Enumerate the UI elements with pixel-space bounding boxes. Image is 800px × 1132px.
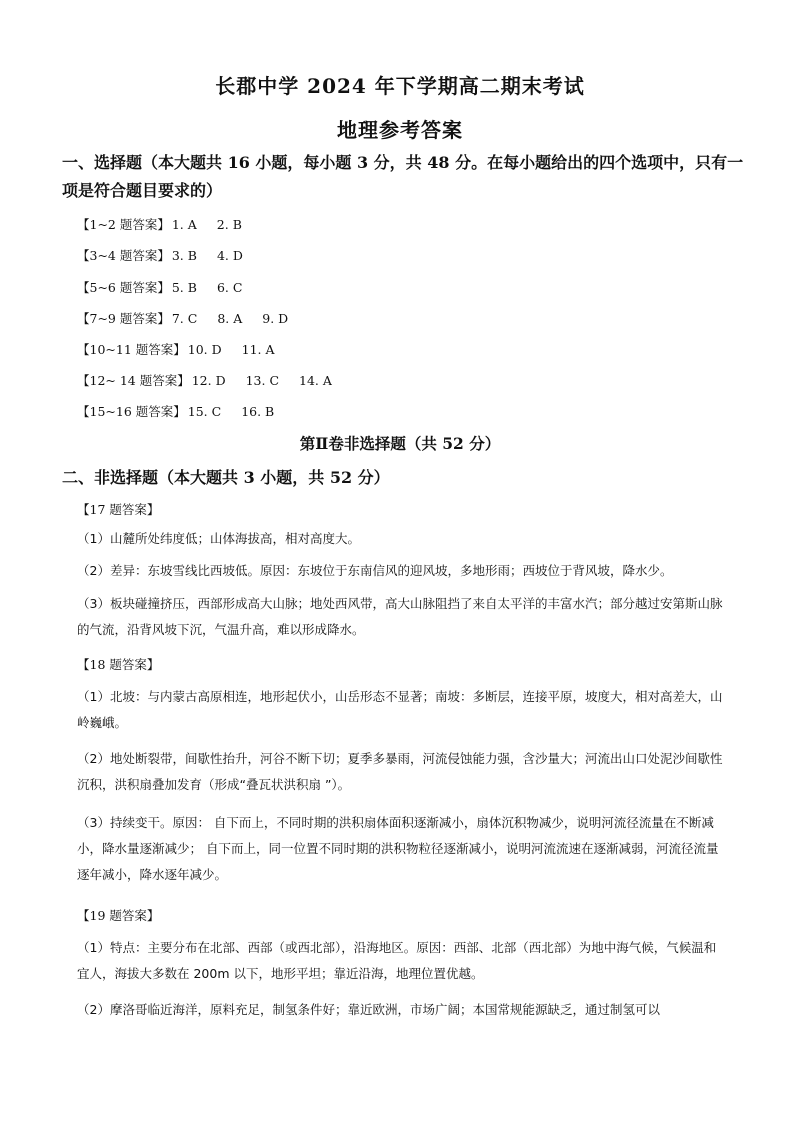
answer-row (77, 216, 242, 234)
answer-row (77, 247, 243, 265)
answer-tag: 【7~9 题答案】 (77, 311, 170, 326)
part-2-title: 第Ⅱ卷非选择题（共 52 分） (299, 434, 501, 453)
q17-answer-3: （3）板块碰撞挤压，西部形成高大山脉；地处西风带，高大山脉阻挡了来自太平洋的丰富水汽；部分越过安第斯山脉的气流，沿背风坡下沉，气温升高，难以形成降水。 (77, 596, 723, 637)
answer-item: 5. B (171, 280, 197, 295)
answer-item: 10. D (187, 342, 222, 357)
answer-item: 3. B (171, 248, 197, 263)
answer-item: 14. A (299, 373, 332, 388)
answer-tag: 【1~2 题答案】 (77, 217, 170, 232)
answer-tag: 【12~ 14 题答案】 (77, 373, 190, 388)
q18-answer-2: （2）地处断裂带，间歇性抬升，河谷不断下切；夏季多暴雨，河流侵蚀能力强，含沙量大；河流出山口处泥沙间歇性沉积，洪积扇叠加发育（形成“叠瓦状洪积扇 ”）。 (77, 751, 723, 792)
q19-answer-2: （2）摩洛哥临近海洋，原料充足，制氢条件好；靠近欧洲，市场广阔；本国常规能源缺乏，通过制氢可以 (77, 1002, 660, 1017)
q18-header: 【18 题答案】 (77, 657, 160, 672)
answer-subtitle: 地理参考答案 (337, 118, 463, 142)
answer-tag: 【15~16 题答案】 (77, 404, 186, 419)
answer-item: 4. D (216, 248, 243, 263)
q18-answer-3: （3）持续变干。原因： 自下而上，不同时期的洪积扇体面积逐渐减小，扇体沉积物减少，说明河流径流量在不断减小，降水量逐渐减少； 自下而上，同一位置不同时期的洪积物粒径逐渐减小，说明河流流速在逐渐减弱，河流径流量逐年减小，降水逐年减少。 (77, 815, 719, 882)
answer-row (77, 279, 242, 297)
answer-row (77, 341, 275, 359)
answer-row (77, 403, 274, 421)
answer-tag: 【10~11 题答案】 (77, 342, 186, 357)
exam-title: 长郡中学 2024 年下学期高二期末考试 (215, 74, 585, 98)
answer-row (77, 372, 332, 390)
answer-tag: 【5~6 题答案】 (77, 280, 170, 295)
section-2-heading: 二、非选择题（本大题共 3 小题，共 52 分） (62, 468, 390, 487)
answer-item: 11. A (241, 342, 275, 357)
answer-item: 9. D (262, 311, 289, 326)
q19-header: 【19 题答案】 (77, 908, 160, 923)
answer-item: 7. C (171, 311, 198, 326)
section-1-heading: 一、选择题（本大题共 16 小题，每小题 3 分，共 48 分。在每小题给出的四个选项中，只有一项是符合题目要求的） (62, 153, 744, 200)
answer-item: 1. A (171, 217, 197, 232)
q17-answer-2: （2）差异：东坡雪线比西坡低。原因：东坡位于东南信风的迎风坡，多地形雨；西坡位于背风坡，降水少。 (77, 563, 673, 578)
answer-item: 12. D (191, 373, 226, 388)
q19-answer-1: （1）特点：主要分布在北部、西部（或西北部），沿海地区。原因：西部、北部（西北部）为地中海气候，气候温和宜人，海拔大多数在 200m 以下，地形平坦；靠近沿海，地理位置优越。 (77, 940, 717, 981)
answer-item: 15. C (187, 404, 222, 419)
q17-header: 【17 题答案】 (77, 502, 160, 517)
answer-row (77, 310, 288, 328)
answer-item: 13. C (245, 373, 280, 388)
answer-item: 2. B (216, 217, 242, 232)
q17-answer-1: （1）山麓所处纬度低；山体海拔高，相对高度大。 (77, 531, 360, 546)
answer-item: 6. C (216, 280, 243, 295)
answer-item: 16. B (241, 404, 275, 419)
answer-tag: 【3~4 题答案】 (77, 248, 170, 263)
q18-answer-1: （1）北坡：与内蒙古高原相连，地形起伏小，山岳形态不显著；南坡：多断层，连接平原，坡度大，相对高差大，山岭巍峨。 (77, 689, 723, 730)
answer-item: 8. A (217, 311, 243, 326)
